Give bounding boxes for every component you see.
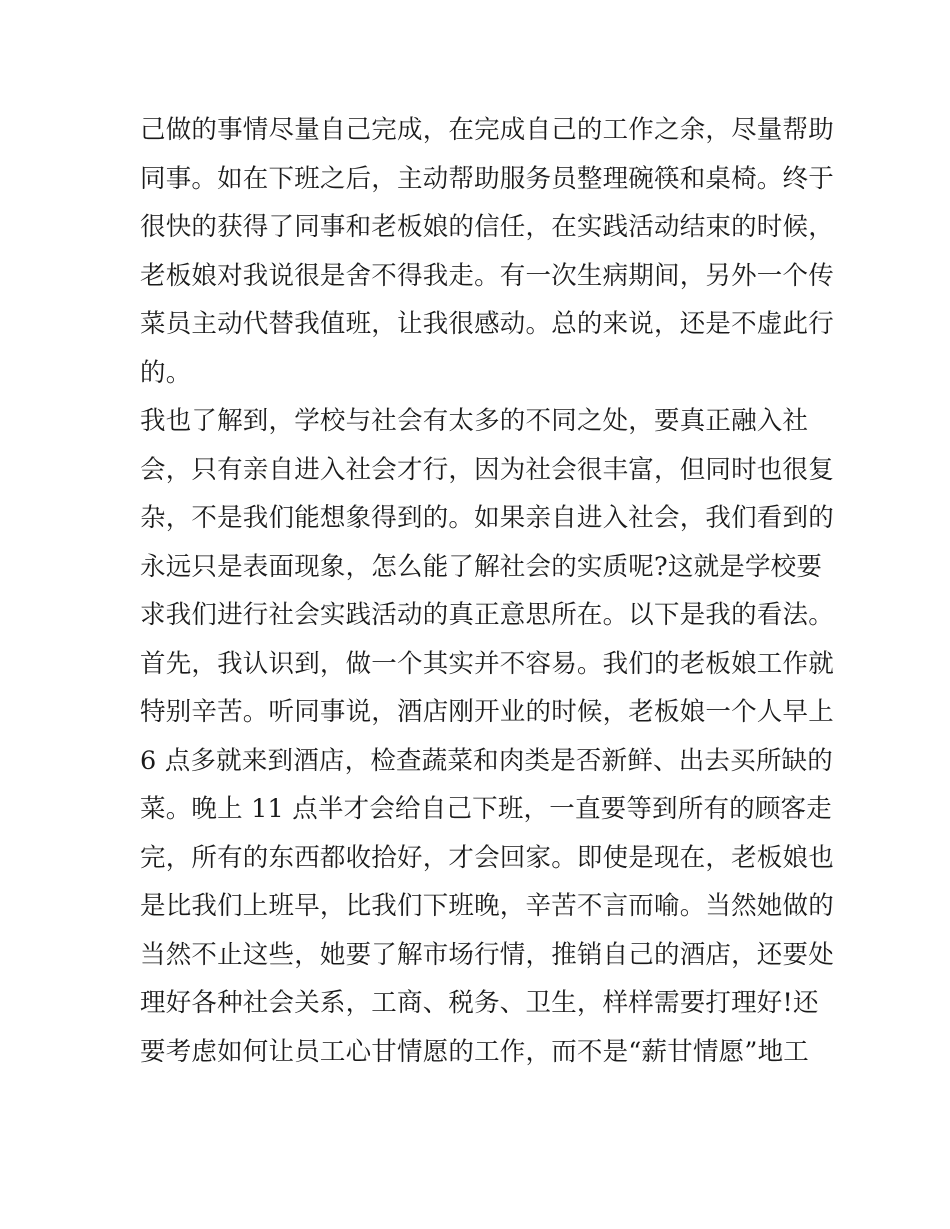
- body-text: [140, 106, 834, 1076]
- text-line: 特别辛苦。听同事说，酒店刚开业的时候，老板娘一个人早上: [140, 697, 834, 727]
- text-line: 老板娘对我说很是舍不得我走。有一次生病期间，另外一个传: [140, 260, 834, 291]
- text-line: 很快的获得了同事和老板娘的信任，在实践活动结束的时候，: [140, 212, 834, 242]
- text-line: 求我们进行社会实践活动的真正意思所在。以下是我的看法。: [140, 600, 834, 630]
- text-line: 6 点多就来到酒店，检查蔬菜和肉类是否新鲜、出去买所缺的: [140, 745, 833, 776]
- text-line: 理好各种社会关系，工商、税务、卫生，样样需要打理好!还: [140, 988, 819, 1018]
- text-line: 要考虑如何让员工心甘情愿的工作，而不是“薪甘情愿”地工: [140, 1036, 809, 1067]
- text-line: 首先，我认识到，做一个其实并不容易。我们的老板娘工作就: [140, 648, 834, 679]
- text-line: 菜。晚上 11 点半才会给自己下班，一直要等到所有的顾客走: [140, 794, 832, 824]
- text-line: 是比我们上班早，比我们下班晚，辛苦不言而喻。当然她做的: [140, 891, 834, 921]
- text-line: 当然不止这些，她要了解市场行情，推销自己的酒店，还要处: [140, 939, 834, 970]
- text-line: 同事。如在下班之后，主动帮助服务员整理碗筷和桌椅。终于: [140, 163, 834, 194]
- text-line: 的。: [140, 357, 192, 388]
- text-line: 杂，不是我们能想象得到的。如果亲自进入社会，我们看到的: [140, 503, 834, 533]
- text-line: 完，所有的东西都收拾好，才会回家。即使是现在，老板娘也: [140, 842, 834, 873]
- text-line: 会，只有亲自进入社会才行，因为社会很丰富，但同时也很复: [140, 454, 834, 485]
- text-line: 永远只是表面现象，怎么能了解社会的实质呢?这就是学校要: [140, 551, 823, 582]
- text-line: 我也了解到，学校与社会有太多的不同之处，要真正融入社: [140, 406, 809, 436]
- text-line: 己做的事情尽量自己完成，在完成自己的工作之余，尽量帮助: [140, 115, 834, 145]
- text-line: 菜员主动代替我值班，让我很感动。总的来说，还是不虚此行: [140, 309, 834, 339]
